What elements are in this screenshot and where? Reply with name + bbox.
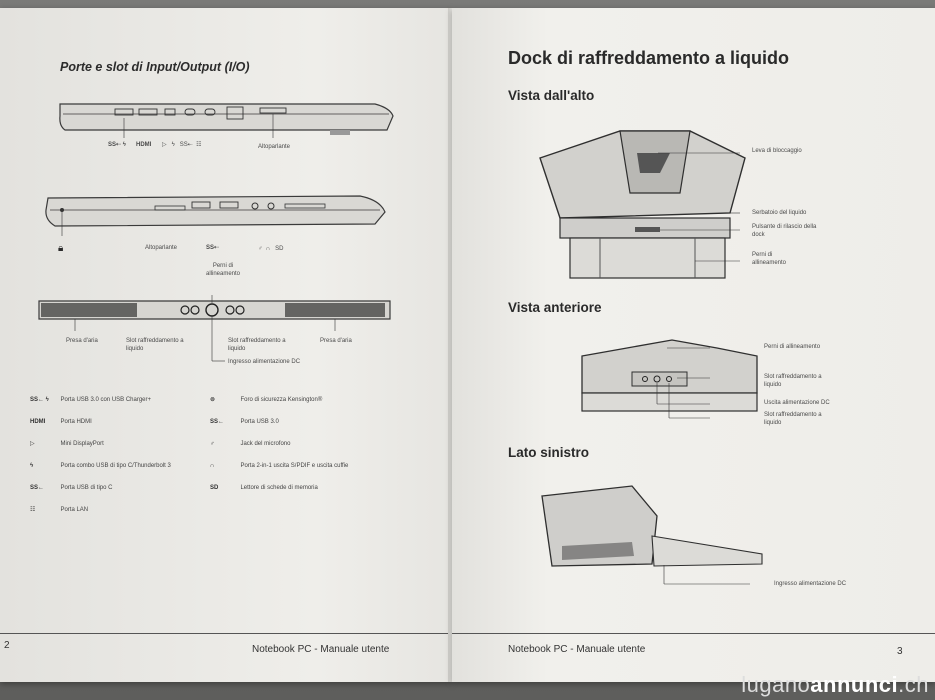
callout-slot-raff-front-1: Slot raffreddamento a liquido	[764, 374, 822, 388]
dock-front-view-diagram	[577, 338, 767, 418]
label-altoparlante-top: Altoparlante	[258, 144, 291, 150]
label-usb30: SS⇠	[206, 245, 220, 251]
callout-pulsante-rilascio: Pulsante di rilascio della dock	[752, 224, 817, 238]
legend-item: ⊚ Foro di sicurezza Kensington®	[210, 397, 323, 403]
callout-uscita-dc: Uscita alimentazione DC	[764, 400, 830, 406]
footer-rule-right	[452, 633, 935, 634]
legend-item: ☷ Porta LAN	[30, 507, 89, 513]
left-page	[0, 8, 452, 682]
right-page	[452, 8, 935, 682]
legend-item: SS← Porta USB di tipo C	[30, 485, 113, 491]
legend-item: SS← Porta USB 3.0	[210, 419, 279, 425]
legend-item: ϟ Porta combo USB di tipo C/Thunderbolt 3	[30, 463, 171, 469]
icons-row: ▷ ϟ SS⇠ ☷	[162, 142, 202, 148]
legend-item: ▷ Mini DisplayPort	[30, 441, 104, 447]
label-ingresso-dc: Ingresso alimentazione DC	[228, 359, 301, 365]
page-number-right: 3	[897, 646, 903, 657]
label-slot-raff-2: Slot raffreddamento a liquido	[228, 338, 286, 352]
legend-item: ∩ Porta 2-in-1 uscita S/PDIF e uscita cuffie	[210, 463, 349, 469]
dock-left-side-diagram	[532, 476, 862, 591]
dock-top-view-diagram	[540, 123, 760, 288]
label-altoparlante-left: Altoparlante	[145, 245, 178, 251]
legend-item: HDMI Porta HDMI	[30, 419, 92, 425]
label-usb-charger: SS⇠ ϟ	[108, 142, 126, 148]
callout-leva-bloccaggio: Leva di bloccaggio	[752, 148, 802, 154]
lock-icon: 🔒︎	[58, 243, 64, 254]
audio-icons: ♂ ∩ SD	[258, 246, 284, 252]
label-slot-raff-1: Slot raffreddamento a liquido	[126, 338, 184, 352]
callout-slot-raff-front-2: Slot raffreddamento a liquido	[764, 412, 822, 426]
legend-item: SS← ϟ Porta USB 3.0 con USB Charger+	[30, 397, 151, 403]
footer-right: Notebook PC - Manuale utente	[508, 644, 646, 655]
label-presa-aria-right: Presa d'aria	[320, 338, 352, 344]
legend-left-column	[30, 388, 171, 520]
laptop-left-side-diagram	[40, 190, 390, 238]
right-page-title: Dock di raffreddamento a liquido	[508, 48, 790, 68]
callout-serbatoio: Serbatoio del liquido	[752, 210, 807, 216]
heading-vista-anteriore: Vista anteriore	[508, 300, 602, 315]
left-page-title: Porte e slot di Input/Output (I/O)	[60, 60, 250, 74]
laptop-back-diagram	[35, 293, 395, 373]
callout-perni-top: Perni di allineamento	[752, 252, 787, 266]
heading-lato-sinistro: Lato sinistro	[508, 445, 590, 460]
callout-perni-front: Perni di allineamento	[764, 344, 821, 350]
page-number-left: 2	[4, 640, 10, 651]
callout-ingresso-dc-side: Ingresso alimentazione DC	[774, 581, 847, 587]
label-hdmi: HDMI	[136, 142, 152, 148]
label-perni-allineamento: Perni di allineamento	[205, 263, 241, 277]
watermark: luganoannunci.ch	[741, 672, 929, 697]
legend-right-column	[210, 388, 348, 498]
heading-vista-alto: Vista dall'alto	[508, 88, 595, 103]
legend-item: ♂ Jack del microfono	[210, 441, 291, 447]
laptop-side-diagram	[55, 96, 395, 146]
legend-item: SD Lettore di schede di memoria	[210, 485, 318, 491]
footer-left: Notebook PC - Manuale utente	[252, 644, 390, 655]
footer-rule-left	[0, 633, 452, 634]
label-presa-aria-left: Presa d'aria	[66, 338, 98, 344]
